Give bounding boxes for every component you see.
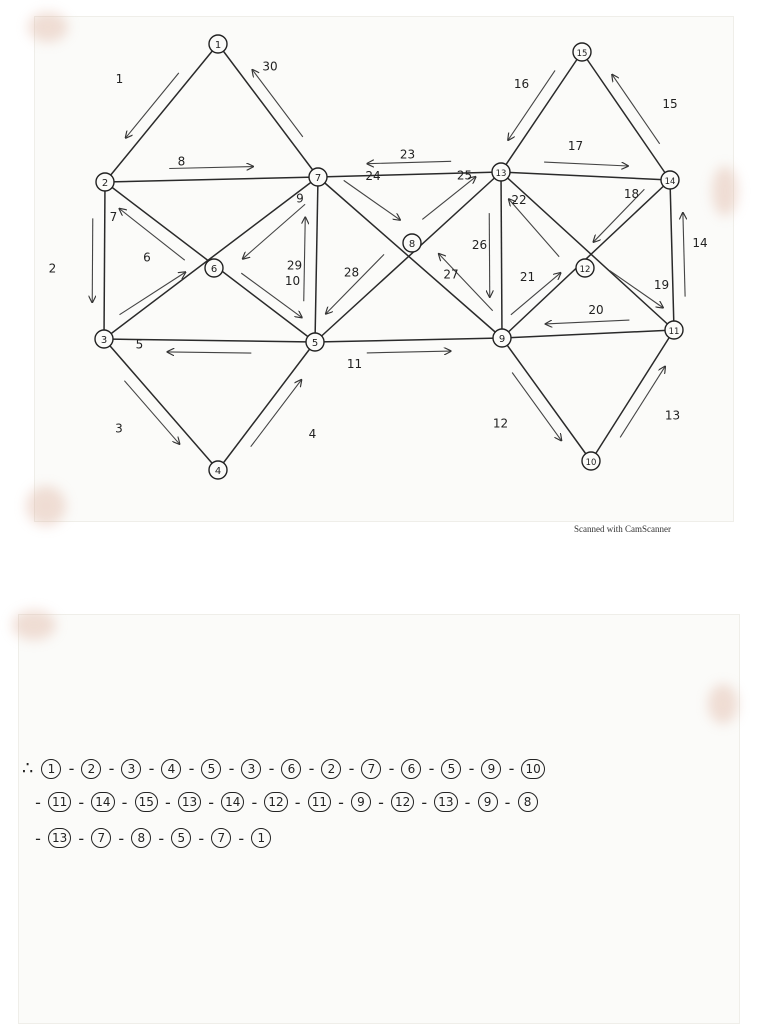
sequence-node: 11	[48, 792, 71, 812]
edge-label-26: 26	[471, 238, 488, 252]
edge-arrow-13	[620, 366, 665, 437]
sequence-node: 12	[264, 792, 287, 812]
edge-arrow-29	[304, 217, 306, 301]
svg-text:3: 3	[100, 335, 108, 346]
sequence-node: 9	[478, 792, 498, 812]
sequence-node: 13	[434, 792, 457, 812]
graph-node-13	[492, 163, 510, 181]
edge-arrow-25	[422, 177, 475, 220]
sequence-node: 15	[135, 792, 158, 812]
sequence-node: 9	[481, 759, 501, 779]
edge-arrow-12	[512, 373, 561, 441]
svg-text:15: 15	[576, 49, 588, 59]
edge-arrow-20	[545, 320, 629, 324]
svg-text:7: 7	[314, 173, 322, 184]
graph-edge-13-14	[501, 172, 670, 180]
sequence-dash: -	[268, 759, 275, 778]
graph-node-5	[306, 333, 324, 351]
graph-edge-5-13	[315, 172, 501, 342]
sequence-node: 12	[391, 792, 414, 812]
sequence-dash: -	[388, 759, 395, 778]
edge-label-10: 10	[284, 274, 301, 288]
edge-label-17: 17	[567, 139, 584, 153]
edge-label-29: 29	[286, 258, 303, 273]
edge-label-3: 3	[115, 421, 123, 436]
sequence-node: 7	[361, 759, 381, 779]
graph-edge-13-15	[501, 52, 582, 172]
sequence-node: 3	[121, 759, 141, 779]
graph-node-11	[665, 321, 683, 339]
edge-label-19: 19	[653, 278, 670, 292]
edge-arrow-17	[544, 162, 628, 166]
edge-label-27: 27	[443, 267, 459, 282]
edge-arrow-4	[251, 380, 302, 447]
graph-edge-2-7	[105, 177, 318, 182]
sequence-dash: -	[78, 792, 85, 812]
svg-text:14: 14	[664, 177, 676, 187]
edge-arrow-24	[344, 180, 400, 220]
graph-node-8	[403, 234, 421, 252]
edge-label-28: 28	[343, 265, 360, 280]
sequence-node: 11	[308, 792, 331, 812]
sequence-dash: -	[108, 759, 115, 778]
graph-edge-3-4	[104, 339, 218, 470]
edge-label-6: 6	[143, 250, 151, 265]
edge-label-15: 15	[662, 97, 678, 111]
edge-label-25: 25	[456, 168, 473, 183]
edge-label-18: 18	[623, 187, 640, 201]
svg-text:12: 12	[579, 265, 591, 275]
graph-edge-10-11	[591, 330, 674, 461]
edge-arrow-14	[683, 213, 685, 297]
sequence-node: 1	[251, 828, 271, 848]
sequence-node: 13	[178, 792, 201, 812]
sequence-dash: -	[188, 759, 195, 778]
edge-arrow-2	[92, 218, 93, 302]
sequence-dash: -	[504, 792, 511, 812]
svg-text:11: 11	[668, 327, 680, 337]
edge-label-7: 7	[109, 210, 118, 224]
sequence-dash: -	[164, 792, 171, 812]
edge-label-16: 16	[513, 77, 530, 91]
svg-text:8: 8	[408, 239, 416, 250]
sequence-dash: -	[421, 792, 428, 812]
graph-edge-9-11	[502, 330, 674, 338]
sequence-node: 7	[211, 828, 231, 848]
edge-label-2: 2	[48, 261, 57, 276]
sequence-dash: -	[238, 828, 245, 848]
sequence-node: 14	[221, 792, 244, 812]
edge-label-9: 9	[296, 191, 304, 206]
edge-arrow-22	[509, 199, 559, 257]
sequence-dash: -	[228, 759, 235, 778]
graph-edge-4-5	[218, 342, 315, 470]
sequence-dash: -	[118, 828, 125, 848]
edge-arrow-21	[511, 273, 561, 315]
sequence-line-2	[28, 792, 538, 812]
sequence-dash: -	[338, 792, 344, 812]
sequence-dash: -	[308, 759, 315, 778]
graph-node-1	[209, 35, 227, 53]
edge-arrow-6	[119, 272, 185, 315]
sequence-dash: -	[428, 759, 435, 778]
edge-label-13: 13	[664, 408, 681, 423]
sequence-dash: -	[294, 792, 301, 812]
sequence-dash: -	[468, 759, 475, 778]
sequence-dash: -	[348, 759, 355, 778]
scanner-watermark: Scanned with CamScanner	[574, 524, 671, 534]
sequence-dash: -	[148, 759, 155, 778]
graph-edge-7-13	[318, 172, 501, 177]
edge-arrow-5	[167, 352, 251, 353]
edge-label-20: 20	[588, 303, 604, 317]
graph-node-12	[576, 259, 594, 277]
graph-edge-5-7	[315, 177, 318, 342]
sequence-node: 4	[161, 759, 181, 779]
graph-edge-11-14	[670, 180, 674, 330]
edge-label-5: 5	[135, 337, 144, 352]
sequence-node: 13	[48, 828, 71, 848]
sequence-dash: -	[378, 792, 384, 812]
svg-text:4: 4	[214, 466, 222, 477]
graph-node-6	[205, 259, 223, 277]
edge-arrow-23	[367, 161, 451, 163]
edge-label-8: 8	[177, 154, 186, 169]
svg-text:9: 9	[498, 334, 506, 345]
sequence-dash: -	[158, 828, 165, 848]
sequence-dash: -	[208, 792, 215, 812]
sequence-node: 10	[521, 759, 544, 779]
edge-arrow-1	[126, 73, 179, 138]
edge-arrow-15	[612, 75, 660, 144]
sequence-dash: -	[198, 828, 205, 848]
sequence-node: 5	[441, 759, 461, 779]
edge-label-11: 11	[346, 357, 363, 371]
graph-node-14	[661, 171, 679, 189]
sequence-dash: -	[464, 792, 471, 812]
sequence-dash: -	[121, 792, 128, 812]
edge-label-21: 21	[519, 270, 536, 284]
graph-node-7	[309, 168, 327, 186]
edge-label-30: 30	[262, 59, 278, 74]
sequence-node: 6	[281, 759, 301, 779]
sequence-dash: -	[68, 759, 75, 778]
svg-text:5: 5	[311, 338, 319, 349]
edge-arrow-11	[367, 351, 451, 353]
sequence-node: 1	[41, 759, 61, 779]
sequence-node: 5	[201, 759, 221, 779]
edge-label-24: 24	[365, 169, 381, 183]
sequence-node: 8	[518, 792, 538, 812]
svg-text:10: 10	[585, 458, 597, 468]
sequence-node: 8	[131, 828, 151, 848]
graph-edge-5-9	[315, 338, 502, 342]
graph-node-3	[95, 330, 113, 348]
graph-edge-9-10	[502, 338, 591, 461]
sequence-dash: -	[251, 792, 258, 812]
sequence-node: 3	[241, 759, 261, 779]
sequence-node: 14	[91, 792, 114, 812]
edge-arrow-30	[252, 70, 302, 137]
svg-text:2: 2	[101, 178, 109, 189]
svg-text:6: 6	[210, 264, 218, 275]
graph-edge-13-9	[501, 172, 502, 338]
sequence-line-1	[22, 758, 545, 779]
graph-edge-1-2	[105, 44, 218, 182]
sequence-node: 6	[401, 759, 421, 779]
edge-label-1: 1	[115, 72, 124, 86]
edge-label-23: 23	[399, 147, 416, 162]
svg-text:13: 13	[495, 169, 507, 179]
sequence-line-3	[28, 828, 271, 848]
sequence-node: 2	[81, 759, 101, 779]
edge-arrow-3	[124, 381, 179, 444]
graph-node-9	[493, 329, 511, 347]
edge-label-14: 14	[692, 236, 708, 250]
graph-node-4	[209, 461, 227, 479]
edge-label-4: 4	[308, 427, 317, 441]
graph-edge-2-3	[104, 182, 105, 339]
graph-node-10	[582, 452, 600, 470]
edge-arrow-27	[439, 254, 493, 311]
edge-label-12: 12	[492, 416, 509, 431]
edge-arrow-9	[243, 204, 305, 259]
svg-text:1: 1	[214, 40, 222, 51]
sequence-node: 5	[171, 828, 191, 848]
sequence-dash: -	[35, 828, 41, 848]
therefore-symbol: ∴	[22, 758, 34, 779]
graph-edge-15-14	[582, 52, 670, 180]
sequence-node: 7	[91, 828, 111, 848]
graph-node-15	[573, 43, 591, 61]
sequence-dash: -	[78, 828, 85, 848]
edge-arrow-26	[489, 213, 490, 297]
graph-node-2	[96, 173, 114, 191]
sequence-dash: -	[35, 792, 41, 812]
sequence-node: 9	[351, 792, 371, 812]
edge-label-22: 22	[511, 193, 527, 207]
sequence-node: 2	[321, 759, 341, 779]
sequence-dash: -	[508, 759, 515, 778]
